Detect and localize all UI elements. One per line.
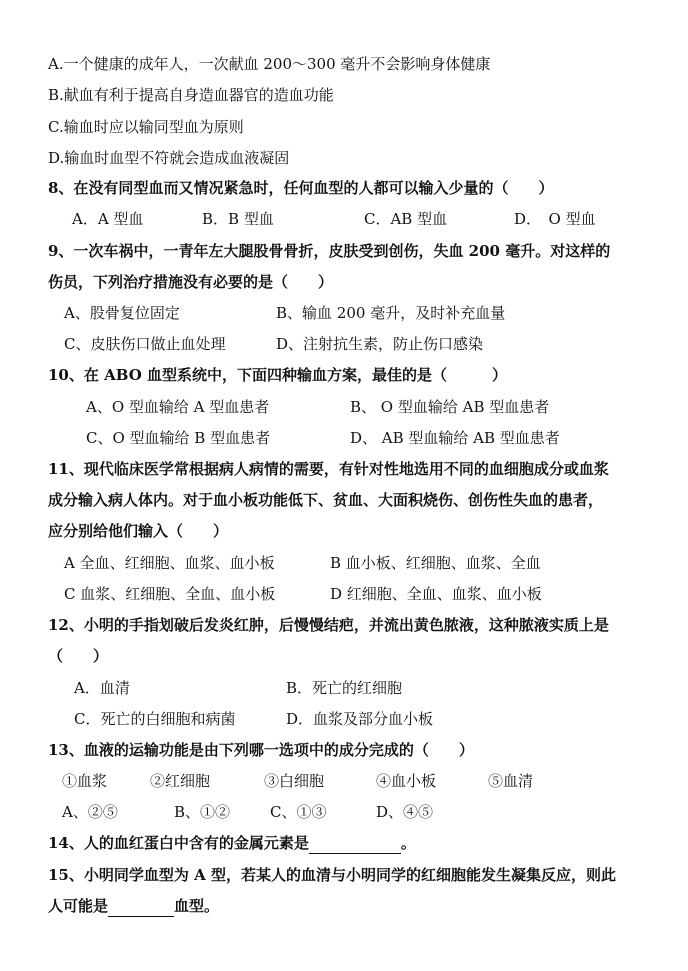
q9-stem-line2: 伤员，下列治疗措施没有必要的是（ ）: [48, 273, 334, 291]
q13-item-4: ④血小板: [376, 772, 437, 790]
q8-option-b: B．B 型血: [202, 210, 274, 228]
q15-stem-pre: 人可能是: [48, 897, 109, 915]
q9-stem-line1: 9、一次车祸中，一青年左大腿股骨骨折，皮肤受到创伤，失血 200 毫升。对这样的: [48, 242, 611, 260]
q12-stem-line1: 12、小明的手指划破后发炎红肿，后慢慢结疤，并流出黄色脓液，这种脓液实质上是: [48, 616, 609, 634]
q13-item-1: ①血浆: [62, 772, 108, 790]
q12-option-b: B．死亡的红细胞: [286, 679, 403, 697]
q11-option-a: A 全血、红细胞、血浆、血小板: [64, 554, 275, 572]
q9-option-c: C、皮肤伤口做止血处理: [64, 335, 226, 353]
q15-answer-blank[interactable]: [108, 896, 174, 917]
q8-stem: 8、在没有同型血而又情况紧急时，任何血型的人都可以输入少量的（ ）: [48, 179, 554, 197]
q10-option-d: D、 AB 型血输给 AB 型血患者: [350, 429, 560, 447]
q11-option-d: D 红细胞、全血、血浆、血小板: [330, 585, 542, 603]
prev-option-a: A.一个健康的成年人，一次献血 200～300 毫升不会影响身体健康: [48, 55, 491, 73]
q14-stem-line: [48, 833, 416, 854]
prev-option-d: D.输血时血型不符就会造成血液凝固: [48, 149, 290, 167]
q12-option-a: A．血清: [74, 679, 130, 697]
q10-option-b: B、 O 型血输给 AB 型血患者: [350, 398, 550, 416]
q10-stem: 10、在 ABO 血型系统中，下面四种输血方案，最佳的是（ ）: [48, 366, 507, 384]
q9-option-b: B、输血 200 毫升，及时补充血量: [276, 304, 506, 322]
q9-option-a: A、股骨复位固定: [64, 304, 180, 322]
q13-item-2: ②红细胞: [150, 772, 211, 790]
q9-option-d: D、注射抗生素，防止伤口感染: [276, 335, 484, 353]
q13-item-5: ⑤血清: [488, 772, 534, 790]
q11-option-b: B 血小板、红细胞、血浆、全血: [330, 554, 541, 572]
q12-option-d: D．血浆及部分血小板: [286, 710, 434, 728]
q13-item-3: ③白细胞: [264, 772, 325, 790]
q15-stem-line1: 15、小明同学血型为 A 型，若某人的血清与小明同学的红细胞能发生凝集反应，则此: [48, 866, 616, 884]
q11-stem-line2: 成分输入病人体内。对于血小板功能低下、贫血、大面积烧伤、创伤性失血的患者，: [48, 491, 604, 509]
prev-option-b: B.献血有利于提高自身造血器官的造血功能: [48, 86, 334, 104]
q11-stem-line3: 应分别给他们输入（ ）: [48, 522, 229, 540]
q13-option-d: D、④⑤: [376, 803, 434, 821]
q8-option-d: D． O 型血: [514, 210, 596, 228]
q14-tail: 。: [400, 834, 416, 852]
q11-stem-line1: 11、现代临床医学常根据病人病情的需要，有针对性地选用不同的血细胞成分或血浆: [48, 460, 609, 478]
q11-option-c: C 血浆、红细胞、全血、血小板: [64, 585, 276, 603]
q14-stem: 14、人的血红蛋白中含有的金属元素是: [48, 834, 309, 852]
q14-answer-blank[interactable]: [309, 833, 401, 854]
prev-option-c: C.输血时应以输同型血为原则: [48, 118, 244, 136]
q13-option-b: B、①②: [174, 803, 231, 821]
q15-stem-line2: [48, 896, 219, 917]
q12-option-c: C．死亡的白细胞和病菌: [74, 710, 236, 728]
q10-option-c: C、O 型血输给 B 型血患者: [86, 429, 271, 447]
q15-stem-post: 血型。: [174, 897, 220, 915]
q13-option-c: C、①③: [270, 803, 327, 821]
q13-option-a: A、②⑤: [62, 803, 118, 821]
q8-option-c: C．AB 型血: [364, 210, 448, 228]
q13-stem: 13、血液的运输功能是由下列哪一选项中的成分完成的（ ）: [48, 741, 474, 759]
q12-stem-line2: （ ）: [48, 647, 109, 665]
q10-option-a: A、O 型血输给 A 型血患者: [86, 398, 270, 416]
q8-option-a: A．A 型血: [72, 210, 144, 228]
